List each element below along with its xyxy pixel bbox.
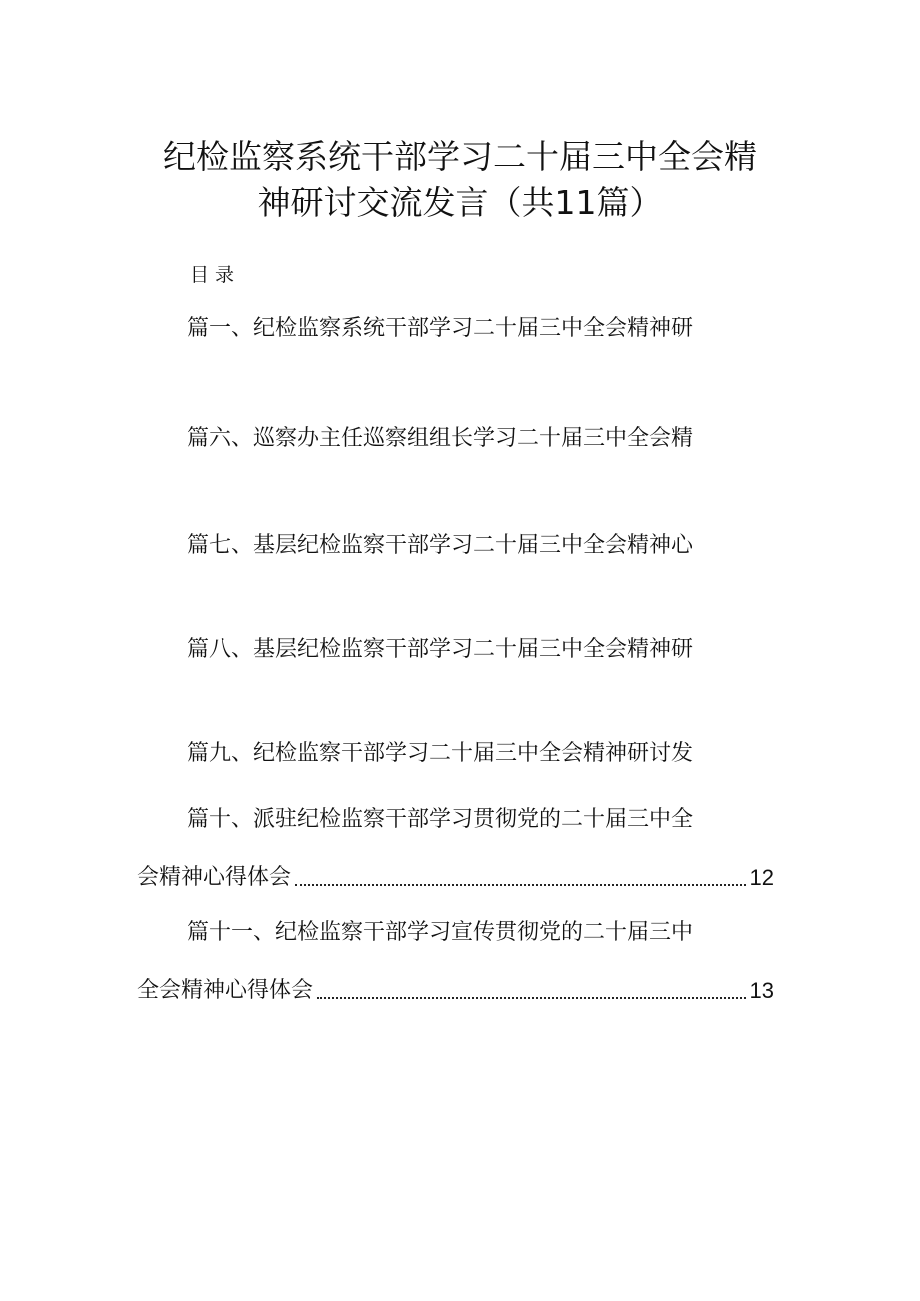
toc-entry-9[interactable]: 篇九、纪检监察干部学习二十届三中全会精神研讨发	[187, 741, 694, 766]
toc-entry-6[interactable]: 篇六、巡察办主任巡察组组长学习二十届三中全会精	[187, 426, 694, 451]
toc-entry-8[interactable]: 篇八、基层纪检监察干部学习二十届三中全会精神研	[187, 637, 694, 662]
toc-entry-11-page-number: 13	[749, 978, 774, 1003]
dot-leader	[295, 883, 746, 886]
toc-entry-1[interactable]: 篇一、纪检监察系统干部学习二十届三中全会精神研	[187, 316, 694, 341]
document-title-line-2: 神研讨交流发言（共11篇）	[257, 183, 663, 222]
toc-entry-10-cont-text: 会精神心得体会	[137, 865, 292, 890]
toc-entry-7[interactable]: 篇七、基层纪检监察干部学习二十届三中全会精神心	[187, 533, 694, 558]
dot-leader	[317, 996, 746, 999]
toc-entry-10-continuation[interactable]	[137, 863, 774, 893]
toc-entry-11[interactable]: 篇十一、纪检监察干部学习宣传贯彻党的二十届三中	[187, 920, 694, 945]
toc-entry-10-page-number: 12	[749, 865, 774, 890]
toc-entry-10[interactable]: 篇十、派驻纪检监察干部学习贯彻党的二十届三中全	[187, 807, 694, 832]
toc-label: 目录	[190, 264, 241, 286]
toc-entry-11-continuation[interactable]	[137, 976, 774, 1006]
toc-entry-11-cont-text: 全会精神心得体会	[137, 978, 314, 1003]
document-title-line-1: 纪检监察系统干部学习二十届三中全会精	[163, 137, 757, 176]
